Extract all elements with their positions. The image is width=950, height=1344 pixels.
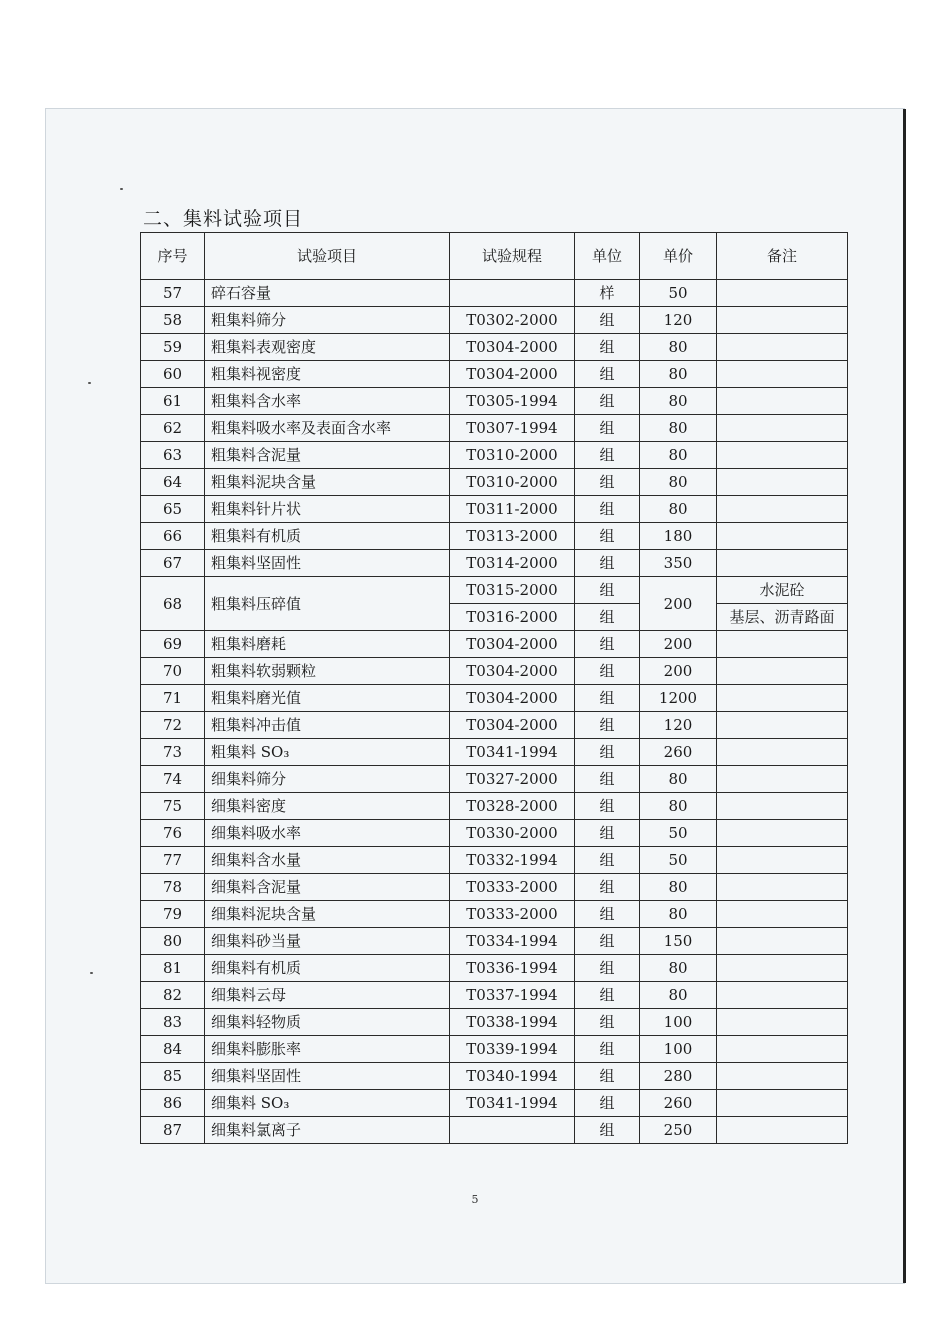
cell-unit: 组 [575, 334, 640, 361]
cell-item: 粗集料泥块含量 [205, 469, 450, 496]
cell-price: 80 [640, 442, 717, 469]
cell-unit: 组 [575, 1117, 640, 1144]
cell-standard: T0337-1994 [450, 982, 575, 1009]
cell-standard: T0328-2000 [450, 793, 575, 820]
table-row [141, 631, 848, 658]
table-row [141, 766, 848, 793]
cell-unit: 组 [575, 955, 640, 982]
cell-standard: T0313-2000 [450, 523, 575, 550]
cell-price: 80 [640, 793, 717, 820]
cell-price: 50 [640, 820, 717, 847]
cell-price: 80 [640, 469, 717, 496]
cell-unit: 组 [575, 712, 640, 739]
cell-unit: 组 [575, 658, 640, 685]
table-row [141, 712, 848, 739]
cell-unit: 组 [575, 874, 640, 901]
cell-standard: T0339-1994 [450, 1036, 575, 1063]
cell-price: 250 [640, 1117, 717, 1144]
cell-unit: 组 [575, 766, 640, 793]
table-row [141, 442, 848, 469]
section-title: 二、集料试验项目 [143, 208, 304, 230]
table-row [141, 415, 848, 442]
table-row [141, 280, 848, 307]
cell-no: 72 [141, 712, 205, 739]
cell-note [717, 874, 848, 901]
cell-item: 粗集料 SO₃ [205, 739, 450, 766]
cell-unit: 组 [575, 1009, 640, 1036]
table-row [141, 1117, 848, 1144]
aggregate-test-table [140, 232, 848, 1144]
cell-standard: T0333-2000 [450, 901, 575, 928]
cell-standard: T0305-1994 [450, 388, 575, 415]
cell-note [717, 496, 848, 523]
cell-standard: T0304-2000 [450, 631, 575, 658]
cell-no: 77 [141, 847, 205, 874]
cell-price: 350 [640, 550, 717, 577]
cell-no: 57 [141, 280, 205, 307]
cell-price: 80 [640, 955, 717, 982]
cell-standard: T0316-2000 [450, 604, 575, 631]
scan-speck [90, 972, 93, 974]
table-row [141, 307, 848, 334]
cell-no: 79 [141, 901, 205, 928]
cell-item: 粗集料含水率 [205, 388, 450, 415]
cell-price: 80 [640, 415, 717, 442]
cell-no: 75 [141, 793, 205, 820]
cell-standard: T0341-1994 [450, 1090, 575, 1117]
table-row [141, 1009, 848, 1036]
cell-standard: T0315-2000 [450, 577, 575, 604]
cell-note [717, 793, 848, 820]
cell-note [717, 901, 848, 928]
table-row [141, 1090, 848, 1117]
cell-unit: 组 [575, 820, 640, 847]
cell-note [717, 334, 848, 361]
cell-no: 84 [141, 1036, 205, 1063]
cell-item: 细集料 SO₃ [205, 1090, 450, 1117]
cell-standard [450, 280, 575, 307]
cell-no: 73 [141, 739, 205, 766]
cell-unit: 组 [575, 1063, 640, 1090]
cell-note [717, 415, 848, 442]
cell-note [717, 766, 848, 793]
col-header-standard: 试验规程 [450, 233, 575, 280]
cell-note [717, 1117, 848, 1144]
table-row [141, 982, 848, 1009]
cell-price: 80 [640, 766, 717, 793]
cell-unit: 组 [575, 496, 640, 523]
cell-standard: T0338-1994 [450, 1009, 575, 1036]
cell-item: 细集料泥块含量 [205, 901, 450, 928]
cell-no: 62 [141, 415, 205, 442]
cell-item: 粗集料含泥量 [205, 442, 450, 469]
cell-note [717, 550, 848, 577]
cell-unit: 组 [575, 739, 640, 766]
cell-standard: T0327-2000 [450, 766, 575, 793]
cell-no: 71 [141, 685, 205, 712]
cell-price: 50 [640, 280, 717, 307]
cell-standard [450, 1117, 575, 1144]
cell-unit: 组 [575, 901, 640, 928]
cell-no: 58 [141, 307, 205, 334]
cell-no: 74 [141, 766, 205, 793]
cell-price: 260 [640, 739, 717, 766]
cell-unit: 组 [575, 523, 640, 550]
cell-no: 63 [141, 442, 205, 469]
cell-no: 59 [141, 334, 205, 361]
cell-item: 细集料有机质 [205, 955, 450, 982]
table-row [141, 496, 848, 523]
cell-standard: T0330-2000 [450, 820, 575, 847]
cell-item: 粗集料磨光值 [205, 685, 450, 712]
cell-no: 85 [141, 1063, 205, 1090]
cell-unit: 组 [575, 982, 640, 1009]
table-row [141, 334, 848, 361]
cell-standard: T0304-2000 [450, 685, 575, 712]
cell-standard: T0304-2000 [450, 658, 575, 685]
cell-standard: T0314-2000 [450, 550, 575, 577]
cell-no: 67 [141, 550, 205, 577]
page-number: 5 [471, 1193, 479, 1206]
table-row [141, 577, 848, 604]
scan-speck [120, 188, 123, 190]
cell-item: 细集料轻物质 [205, 1009, 450, 1036]
cell-unit: 组 [575, 550, 640, 577]
cell-price: 80 [640, 361, 717, 388]
cell-unit: 组 [575, 604, 640, 631]
col-header-unit: 单位 [575, 233, 640, 280]
cell-item: 细集料膨胀率 [205, 1036, 450, 1063]
cell-standard: T0310-2000 [450, 442, 575, 469]
cell-note [717, 469, 848, 496]
table-row [141, 685, 848, 712]
cell-note [717, 982, 848, 1009]
cell-price: 1200 [640, 685, 717, 712]
cell-item: 粗集料冲击值 [205, 712, 450, 739]
table-row [141, 550, 848, 577]
cell-standard: T0333-2000 [450, 874, 575, 901]
cell-item: 粗集料软弱颗粒 [205, 658, 450, 685]
col-header-item: 试验项目 [205, 233, 450, 280]
cell-item: 粗集料有机质 [205, 523, 450, 550]
cell-price: 200 [640, 631, 717, 658]
scan-speck [88, 382, 91, 384]
cell-note [717, 928, 848, 955]
cell-unit: 组 [575, 442, 640, 469]
cell-item: 细集料氯离子 [205, 1117, 450, 1144]
cell-unit: 组 [575, 307, 640, 334]
cell-price: 80 [640, 334, 717, 361]
table-row [141, 955, 848, 982]
cell-unit: 组 [575, 928, 640, 955]
cell-no: 78 [141, 874, 205, 901]
cell-note [717, 631, 848, 658]
cell-item: 粗集料坚固性 [205, 550, 450, 577]
cell-price: 280 [640, 1063, 717, 1090]
cell-note [717, 442, 848, 469]
cell-note [717, 1063, 848, 1090]
cell-price: 80 [640, 982, 717, 1009]
col-header-price: 单价 [640, 233, 717, 280]
cell-standard: T0304-2000 [450, 334, 575, 361]
cell-note: 水泥砼 [717, 577, 848, 604]
cell-no: 60 [141, 361, 205, 388]
cell-note [717, 1036, 848, 1063]
cell-unit: 组 [575, 361, 640, 388]
cell-unit: 组 [575, 793, 640, 820]
cell-unit: 组 [575, 631, 640, 658]
table-row [141, 658, 848, 685]
cell-price: 150 [640, 928, 717, 955]
cell-standard: T0304-2000 [450, 361, 575, 388]
cell-price: 80 [640, 388, 717, 415]
cell-no: 64 [141, 469, 205, 496]
cell-no: 61 [141, 388, 205, 415]
cell-item: 粗集料表观密度 [205, 334, 450, 361]
table-body-upper [141, 280, 848, 577]
table-row [141, 793, 848, 820]
cell-no: 66 [141, 523, 205, 550]
cell-unit: 组 [575, 1036, 640, 1063]
cell-no: 70 [141, 658, 205, 685]
cell-unit: 组 [575, 415, 640, 442]
cell-no: 82 [141, 982, 205, 1009]
cell-unit: 组 [575, 469, 640, 496]
cell-note [717, 307, 848, 334]
row-68-group [141, 577, 848, 631]
table-row [141, 874, 848, 901]
cell-note: 基层、沥青路面 [717, 604, 848, 631]
cell-price: 120 [640, 307, 717, 334]
cell-no: 86 [141, 1090, 205, 1117]
cell-price: 180 [640, 523, 717, 550]
cell-unit: 组 [575, 847, 640, 874]
cell-unit: 组 [575, 577, 640, 604]
cell-item: 粗集料针片状 [205, 496, 450, 523]
cell-note [717, 685, 848, 712]
cell-unit: 样 [575, 280, 640, 307]
table-row [141, 361, 848, 388]
table-row [141, 523, 848, 550]
cell-item: 粗集料筛分 [205, 307, 450, 334]
cell-note [717, 523, 848, 550]
cell-note [717, 658, 848, 685]
cell-item: 细集料吸水率 [205, 820, 450, 847]
cell-note [717, 739, 848, 766]
table-row [141, 469, 848, 496]
cell-note [717, 361, 848, 388]
cell-price: 80 [640, 901, 717, 928]
cell-standard: T0332-1994 [450, 847, 575, 874]
cell-price: 100 [640, 1036, 717, 1063]
col-header-note: 备注 [717, 233, 848, 280]
cell-no: 83 [141, 1009, 205, 1036]
cell-item: 碎石容量 [205, 280, 450, 307]
cell-price: 80 [640, 496, 717, 523]
table-row [141, 1063, 848, 1090]
cell-unit: 组 [575, 1090, 640, 1117]
cell-standard: T0311-2000 [450, 496, 575, 523]
cell-item: 细集料坚固性 [205, 1063, 450, 1090]
cell-note [717, 820, 848, 847]
cell-note [717, 1090, 848, 1117]
cell-price: 120 [640, 712, 717, 739]
cell-unit: 组 [575, 388, 640, 415]
cell-no: 69 [141, 631, 205, 658]
cell-note [717, 847, 848, 874]
cell-item: 细集料筛分 [205, 766, 450, 793]
cell-no: 65 [141, 496, 205, 523]
cell-item: 粗集料视密度 [205, 361, 450, 388]
cell-standard: T0302-2000 [450, 307, 575, 334]
table-row [141, 928, 848, 955]
cell-standard: T0310-2000 [450, 469, 575, 496]
cell-unit: 组 [575, 685, 640, 712]
table-row [141, 388, 848, 415]
cell-price: 50 [640, 847, 717, 874]
table-header-row [141, 233, 848, 280]
cell-note [717, 712, 848, 739]
cell-standard: T0304-2000 [450, 712, 575, 739]
table-row [141, 739, 848, 766]
cell-no: 87 [141, 1117, 205, 1144]
cell-price: 200 [640, 577, 717, 631]
cell-item: 粗集料吸水率及表面含水率 [205, 415, 450, 442]
cell-standard: T0336-1994 [450, 955, 575, 982]
cell-no: 76 [141, 820, 205, 847]
table-row [141, 847, 848, 874]
cell-item: 细集料密度 [205, 793, 450, 820]
cell-note [717, 955, 848, 982]
cell-price: 200 [640, 658, 717, 685]
table-row [141, 820, 848, 847]
cell-note [717, 280, 848, 307]
col-header-no: 序号 [141, 233, 205, 280]
table-row [141, 1036, 848, 1063]
cell-standard: T0340-1994 [450, 1063, 575, 1090]
cell-no: 80 [141, 928, 205, 955]
cell-standard: T0334-1994 [450, 928, 575, 955]
table-row [141, 901, 848, 928]
cell-no: 81 [141, 955, 205, 982]
cell-price: 80 [640, 874, 717, 901]
cell-note [717, 1009, 848, 1036]
cell-price: 100 [640, 1009, 717, 1036]
cell-note [717, 388, 848, 415]
cell-standard: T0307-1994 [450, 415, 575, 442]
cell-item: 细集料云母 [205, 982, 450, 1009]
cell-item: 细集料砂当量 [205, 928, 450, 955]
cell-item: 细集料含泥量 [205, 874, 450, 901]
table-body-lower [141, 631, 848, 1144]
cell-price: 260 [640, 1090, 717, 1117]
cell-standard: T0341-1994 [450, 739, 575, 766]
cell-item: 粗集料压碎值 [205, 577, 450, 631]
cell-no: 68 [141, 577, 205, 631]
cell-item: 细集料含水量 [205, 847, 450, 874]
cell-item: 粗集料磨耗 [205, 631, 450, 658]
